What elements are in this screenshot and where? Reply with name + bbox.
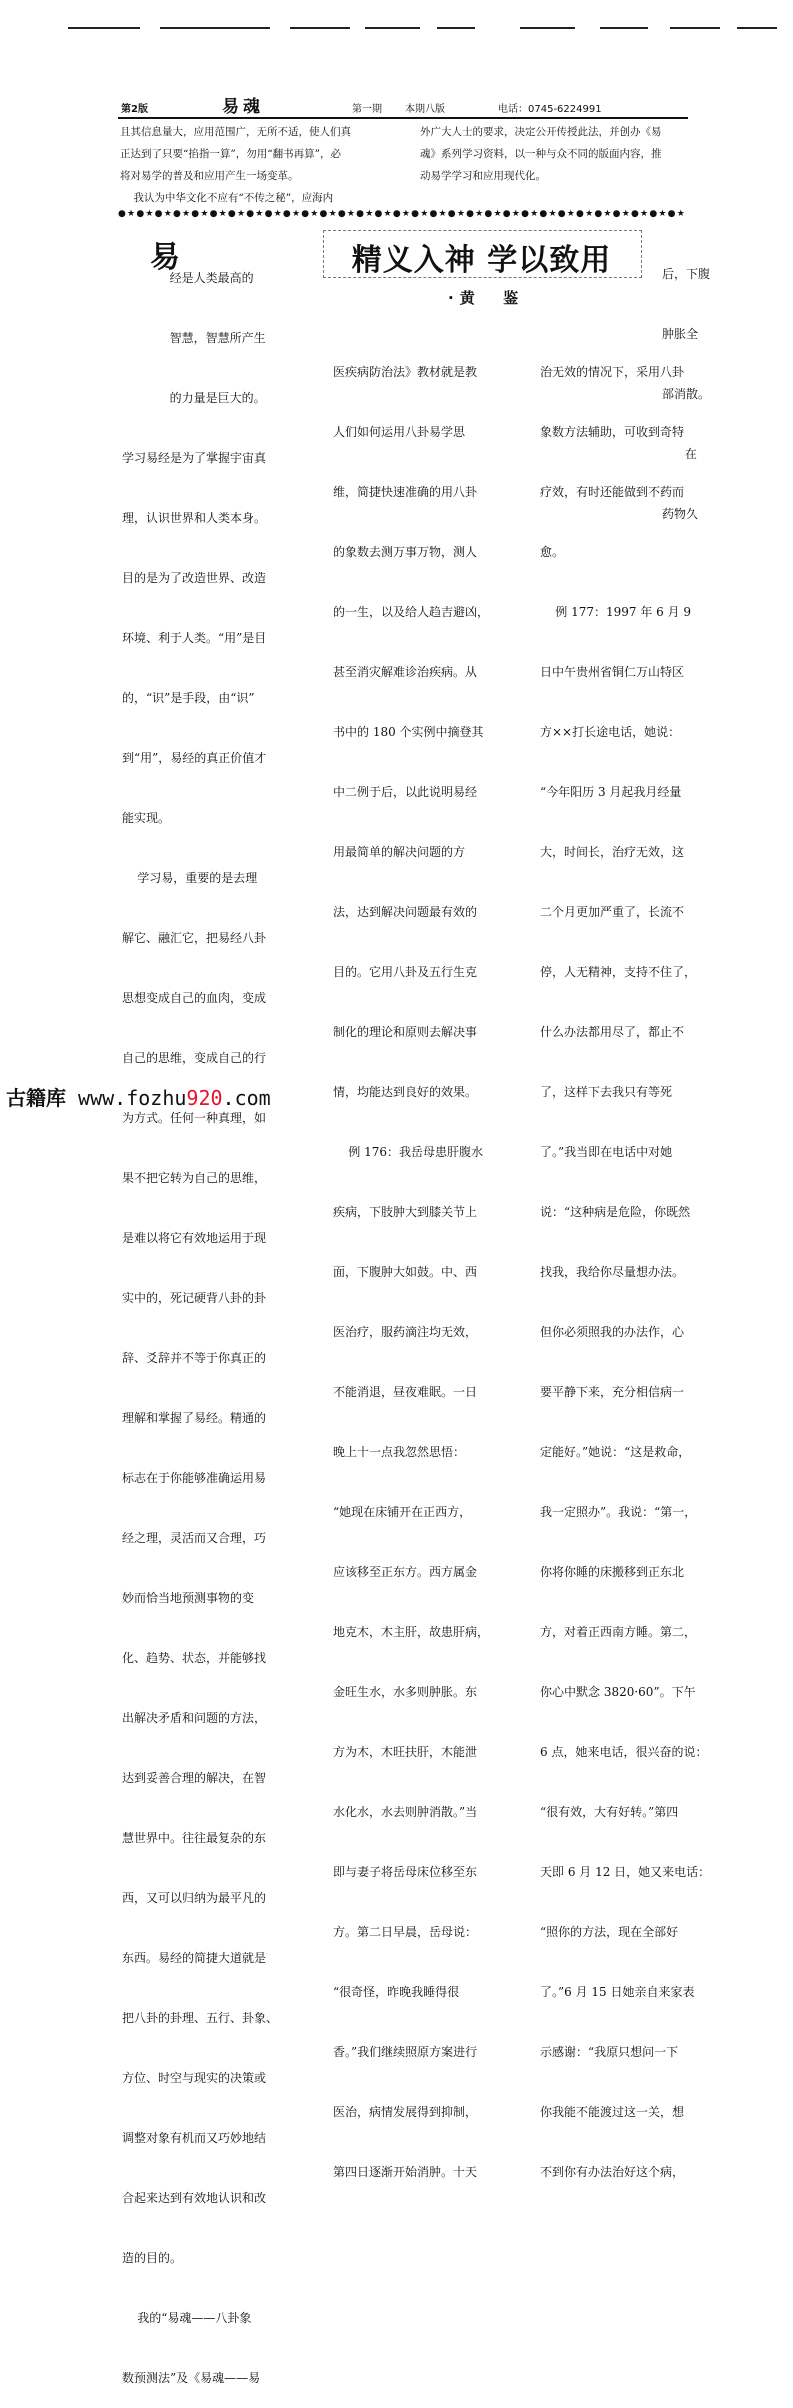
text-line: 在: [662, 447, 697, 461]
text-line: 找我，我给你尽量想办法。: [540, 1265, 685, 1279]
text-line: 地克木，木主肝，故患肝病，: [333, 1625, 490, 1639]
text-line: 第四日逐渐开始消肿。十天: [333, 2165, 478, 2179]
text-line: 果不把它转为自己的思维，: [122, 1171, 267, 1185]
text-line: 魂》系列学习资料，以一种与众不同的版面内容，推: [420, 148, 662, 160]
text-line: “很奇怪，昨晚我睡得很: [333, 1985, 460, 1999]
text-line: “她现在床铺开在正西方，: [333, 1505, 472, 1519]
text-line: 是难以将它有效地运用于现: [122, 1231, 267, 1245]
text-line: 方，对着正西南方睡。第二，: [540, 1625, 697, 1639]
star-divider: ●★●★●★●★●★●★●★●★●★●★●★●★●★●★●★●★●★●★●★●★●★●★●★●★●★●★●★●★●★●★●★: [118, 209, 686, 219]
text-line: 且其信息量大，应用范围广，无所不适，使人们真: [120, 126, 351, 138]
text-line: 部消散。: [662, 387, 711, 401]
text-line: “很有效，大有好转。”第四: [540, 1805, 679, 1819]
text-line: 学习易，重要的是去理: [122, 871, 258, 885]
scan-dash: [68, 27, 140, 29]
text-line: 学习易经是为了掌握宇宙真: [122, 451, 267, 465]
site-url-suffix: .com: [222, 1086, 271, 1110]
column-1: [122, 228, 278, 2408]
text-line: 面，下腹肿大如鼓。中、西: [333, 1265, 478, 1279]
text-line: 用最简单的解决问题的方: [333, 845, 466, 859]
text-line: 经是人类最高的: [162, 271, 254, 285]
scan-dash: [365, 27, 420, 29]
text-line: 西，又可以归纳为最平凡的: [122, 1891, 267, 1905]
drop-cap: 易: [150, 240, 180, 275]
text-line: 甚至消灾解难诊治疾病。从: [333, 665, 478, 679]
text-line: 智慧，智慧所产生: [162, 331, 266, 345]
text-line: 外广大人士的要求，决定公开传授此法，并创办《易: [420, 126, 662, 138]
text-line: 辞、爻辞并不等于你真正的: [122, 1351, 267, 1365]
text-line: 理，认识世界和人类本身。: [122, 511, 267, 525]
text-line: 大，时间长，治疗无效，这: [540, 845, 685, 859]
text-line: 后，下腹: [662, 267, 711, 281]
text-line: 为方式。任何一种真理，如: [122, 1111, 267, 1125]
text-line: 6 点，她来电话，很兴奋的说：: [540, 1745, 708, 1759]
text-line: 天即 6 月 12 日，她又来电话：: [540, 1865, 711, 1879]
text-line: 不能消退，昼夜难眠。一日: [333, 1385, 478, 1399]
text-line: 方为木，木旺扶肝，木能泄: [333, 1745, 478, 1759]
site-url-number: 920: [186, 1086, 223, 1110]
text-line: 解它、融汇它，把易经八卦: [122, 931, 267, 945]
text-line: 定能好。”她说：“这是救命，: [540, 1445, 691, 1459]
text-line: 慧世界中。往往最复杂的东: [122, 1831, 267, 1845]
text-line: 医疾病防治法》教材就是教: [333, 365, 478, 379]
text-line: 我一定照办”。我说：“第一，: [540, 1505, 697, 1519]
text-line: 达到妥善合理的解决，在智: [122, 1771, 267, 1785]
text-line: 示感谢：“我原只想问一下: [540, 2045, 679, 2059]
text-line: 的力量是巨大的。: [162, 391, 266, 405]
column-2: [333, 322, 489, 2202]
text-line: 医治，病情发展得到抑制，: [333, 2105, 478, 2119]
text-line: 肿胀全: [662, 327, 699, 341]
text-line: 疗效，有时还能做到不药而: [540, 485, 685, 499]
continued-left: [120, 121, 351, 209]
text-line: 即与妻子将岳母床位移至东: [333, 1865, 478, 1879]
text-line: 造的目的。: [122, 2251, 183, 2265]
text-line: 日中午贵州省铜仁万山特区: [540, 665, 685, 679]
text-line: 但你必须照我的办法作，心: [540, 1325, 685, 1339]
text-line: 目的是为了改造世界、改造: [122, 571, 267, 585]
text-line: 实中的，死记硬背八卦的卦: [122, 1291, 267, 1305]
masthead-logo: 易魂: [222, 97, 264, 117]
text-line: 例 176：我岳母患肝腹水: [333, 1145, 483, 1159]
text-line: 什么办法都用尽了，都止不: [540, 1025, 685, 1039]
text-line: 标志在于你能够准确运用易: [122, 1471, 267, 1485]
text-line: 思想变成自己的血肉，变成: [122, 991, 267, 1005]
text-line: 环境、利于人类。“用”是目: [122, 631, 267, 645]
scan-dash: [670, 27, 720, 29]
text-line: 晚上十一点我忽然思悟：: [333, 1445, 466, 1459]
text-line: 我的“易魂——八卦象: [122, 2311, 252, 2325]
site-url-prefix: www.fozhu: [66, 1086, 187, 1110]
scan-dash: [737, 27, 777, 29]
text-line: 了。”我当即在电话中对她: [540, 1145, 673, 1159]
text-line: 正达到了只要“掐指一算”，勿用“翻书再算”，必: [120, 148, 341, 160]
page-label: 第2版: [121, 104, 148, 115]
column-3: [540, 322, 710, 2202]
text-line: 把八卦的卦理、五行、卦象、: [122, 2011, 279, 2025]
site-name: 古籍库: [6, 1086, 66, 1110]
text-line: 动易学学习和应用现代化。: [420, 170, 546, 182]
text-line: 你心中默念 3820·60”。下午: [540, 1685, 696, 1699]
text-line: 香。”我们继续照原方案进行: [333, 2045, 478, 2059]
text-line: 出解决矛盾和问题的方法，: [122, 1711, 267, 1725]
text-line: 东西。易经的简捷大道就是: [122, 1951, 267, 1965]
text-line: 疾病，下肢肿大到膝关节上: [333, 1205, 478, 1219]
text-line: 愈。: [540, 545, 565, 559]
text-line: 制化的理论和原则去解决事: [333, 1025, 478, 1039]
text-line: 应该移至正东方。西方属金: [333, 1565, 478, 1579]
text-line: 例 177：1997 年 6 月 9: [540, 605, 692, 619]
text-line: 能实现。: [122, 811, 171, 825]
text-line: 到“用”，易经的真正价值才: [122, 751, 267, 765]
text-line: 医治疗，服药滴注均无效，: [333, 1325, 478, 1339]
article-byline: ·黄 鉴: [448, 289, 525, 307]
text-line: 调整对象有机而又巧妙地结: [122, 2131, 267, 2145]
text-line: 药物久: [662, 507, 699, 521]
text-line: 妙而恰当地预测事物的变: [122, 1591, 255, 1605]
edition-label: 本期八版: [405, 104, 445, 115]
text-line: 方××打长途电话，她说：: [540, 725, 681, 739]
text-line: “照你的方法，现在全部好: [540, 1925, 679, 1939]
text-line: 的象数去测万事万物，测人: [333, 545, 478, 559]
text-line: 方。第二日早晨，岳母说：: [333, 1925, 478, 1939]
scan-dash: [160, 27, 270, 29]
text-line: 情，均能达到良好的效果。: [333, 1085, 478, 1099]
text-line: 化、趋势、状态，并能够找: [122, 1651, 267, 1665]
text-line: 金旺生水，水多则肿胀。东: [333, 1685, 478, 1699]
text-line: 治无效的情况下，采用八卦: [540, 365, 685, 379]
text-line: 经之理，灵活而又合理，巧: [122, 1531, 267, 1545]
text-line: 二个月更加严重了，长流不: [540, 905, 685, 919]
header-rule: [118, 117, 688, 119]
text-line: 法，达到解决问题最有效的: [333, 905, 478, 919]
text-line: 自己的思维，变成自己的行: [122, 1051, 267, 1065]
scan-dash: [600, 27, 648, 29]
article-title: 精义入神 学以致用: [351, 243, 612, 278]
scan-dash: [437, 27, 475, 29]
text-line: 的一生，以及给人趋吉避凶，: [333, 605, 490, 619]
text-line: 数预测法”及《易魂——易: [122, 2371, 261, 2385]
text-line: 了。”6 月 15 日她亲自来家表: [540, 1985, 695, 1999]
text-line: 你将你睡的床搬移到正东北: [540, 1565, 685, 1579]
text-line: 合起来达到有效地认识和改: [122, 2191, 267, 2205]
text-line: 人们如何运用八卦易学思: [333, 425, 466, 439]
scan-dash: [290, 27, 350, 29]
continued-right: [420, 121, 662, 187]
text-line: 目的。它用八卦及五行生克: [333, 965, 478, 979]
text-line: 理解和掌握了易经。精通的: [122, 1411, 267, 1425]
issue-label: 第一期: [352, 104, 382, 115]
text-line: 中二例于后，以此说明易经: [333, 785, 478, 799]
text-line: 方位、时空与现实的决策或: [122, 2071, 267, 2085]
text-line: 维，简捷快速准确的用八卦: [333, 485, 478, 499]
text-line: 停，人无精神，支持不住了，: [540, 965, 697, 979]
scan-dash: [520, 27, 575, 29]
text-line: 的，“识”是手段，由“识”: [122, 691, 255, 705]
text-line: 你我能不能渡过这一关，想: [540, 2105, 685, 2119]
text-line: 我认为中华文化不应有“不传之秘”，应海内: [120, 192, 334, 204]
text-line: “今年阳历 3 月起我月经量: [540, 785, 682, 799]
text-line: 不到你有办法治好这个病，: [540, 2165, 685, 2179]
text-line: 象数方法辅助，可收到奇特: [540, 425, 685, 439]
text-line: 要平静下来，充分相信病一: [540, 1385, 685, 1399]
text-line: 说：“这种病是危险，你既然: [540, 1205, 691, 1219]
site-watermark: [6, 1082, 271, 1111]
text-line: 将对易学的普及和应用产生一场变革。: [120, 170, 299, 182]
text-line: 书中的 180 个实例中摘登其: [333, 725, 484, 739]
text-line: 水化水，水去则肿消散。”当: [333, 1805, 478, 1819]
text-line: 了，这样下去我只有等死: [540, 1085, 673, 1099]
phone-label: 电话：0745-6224991: [498, 104, 602, 115]
